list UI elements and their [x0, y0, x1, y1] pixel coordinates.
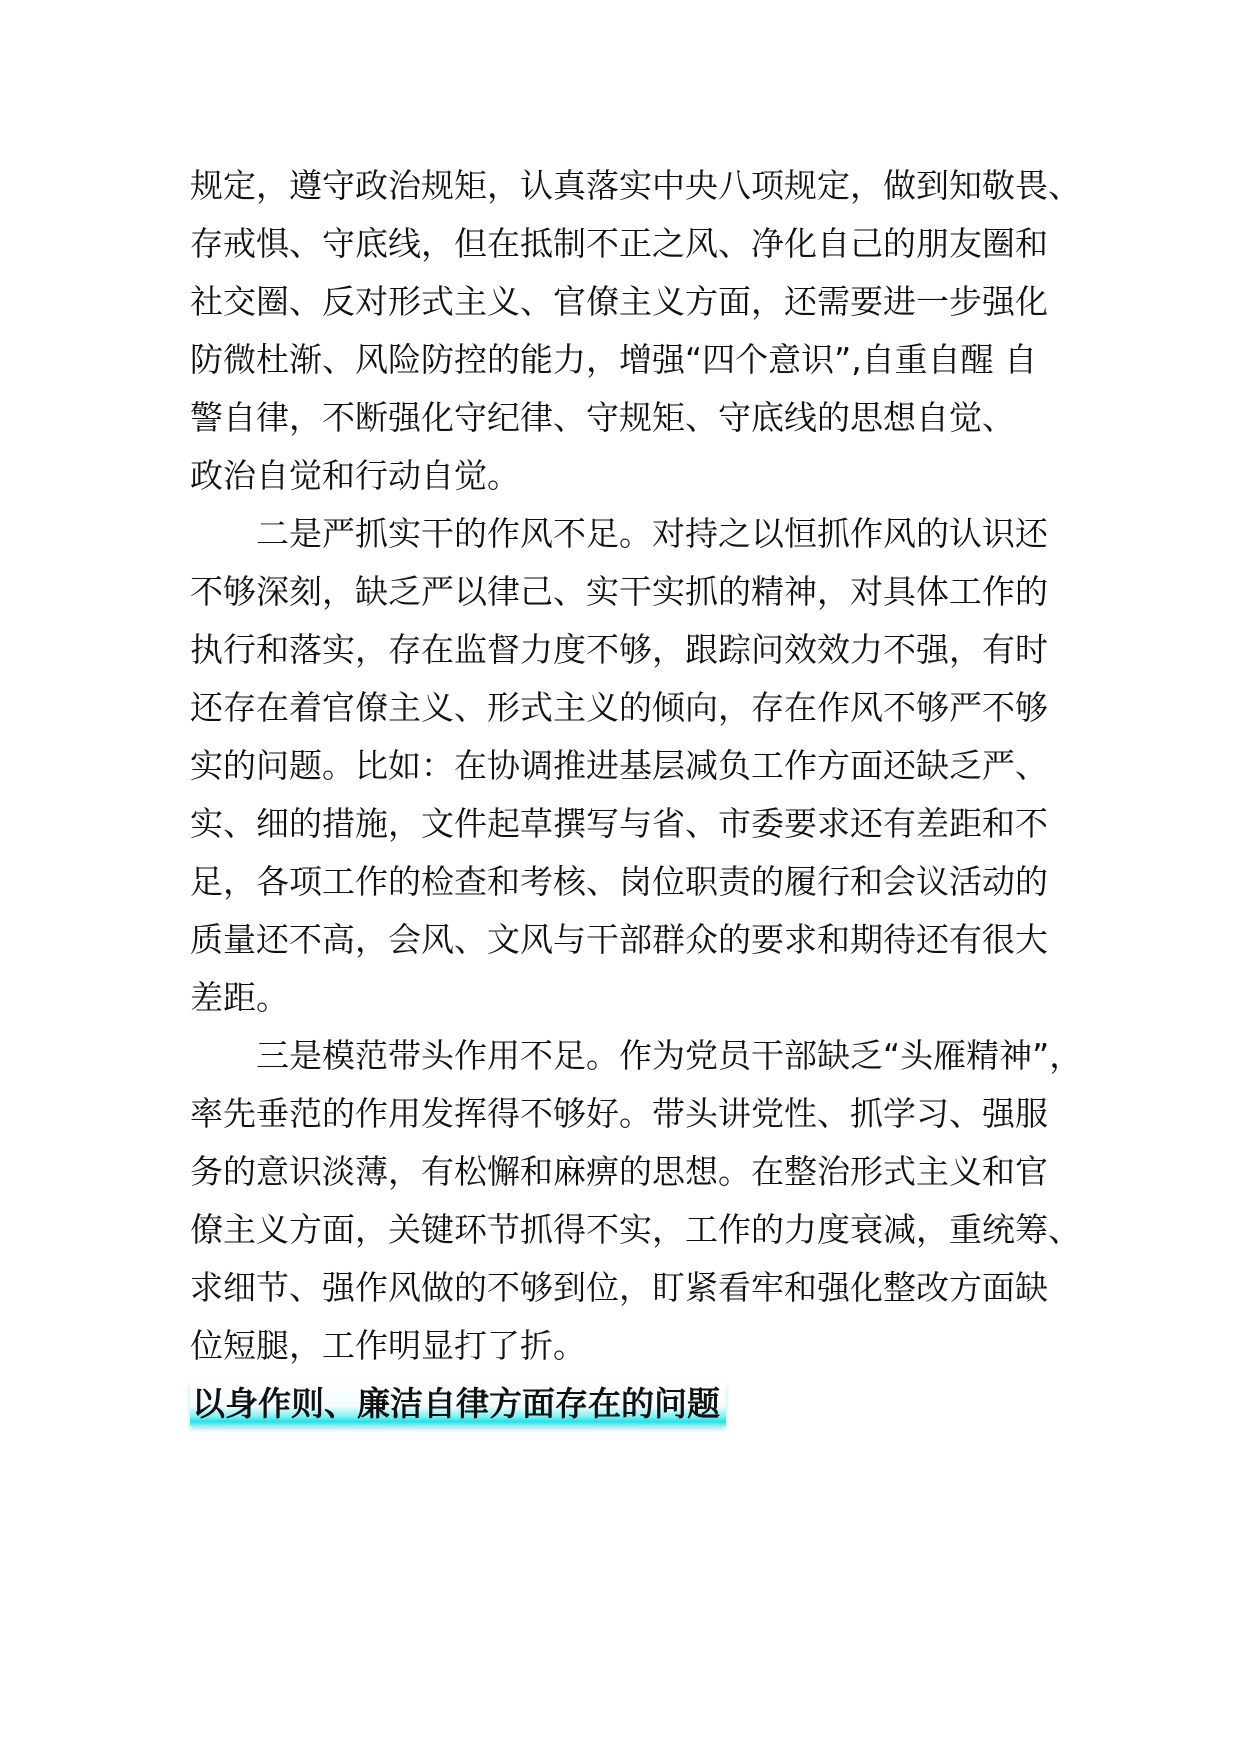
- text-line: 警自律，不断强化守纪律、守规矩、守底线的思想自觉、: [190, 398, 1015, 437]
- text-line: 差距。: [190, 978, 289, 1017]
- text-line: 实、细的措施，文件起草撰写与省、市委要求还有差距和不: [190, 804, 1048, 843]
- text-line: 规定，遵守政治规矩，认真落实中央八项规定，做到知敬畏、: [190, 166, 1081, 205]
- text-line: 求细节、强作风做的不够到位，盯紧看牢和强化整改方面缺: [190, 1268, 1048, 1307]
- text-line: 僚主义方面，关键环节抓得不实，工作的力度衰减，重统筹、: [190, 1210, 1081, 1249]
- text-line: 二是严抓实干的作风不足。对持之以恒抓作风的认识还: [190, 514, 1048, 553]
- text-line: 政治自觉和行动自觉。: [190, 456, 520, 495]
- text-line: 存戒惧、守底线，但在抵制不正之风、净化自己的朋友圈和: [190, 224, 1048, 263]
- text-line: 务的意识淡薄，有松懈和麻痹的思想。在整治形式主义和官: [190, 1152, 1048, 1191]
- paragraph-discipline: [190, 157, 1081, 505]
- section-heading: 以身作则、廉洁自律方面存在的问题: [190, 1382, 726, 1426]
- text-line: 实的问题。比如：在协调推进基层减负工作方面还缺乏严、: [190, 746, 1048, 785]
- text-line: 防微杜渐、风险防控的能力，增强“四个意识”,自重自醒 自: [190, 340, 1038, 379]
- text-line: 不够深刻，缺乏严以律己、实干实抓的精神，对具体工作的: [190, 572, 1048, 611]
- paragraph-work-style: [190, 505, 1060, 1027]
- section-heading-wrap: [190, 1375, 726, 1433]
- text-line: 位短腿，工作明显打了折。: [190, 1326, 586, 1365]
- text-line: 还存在着官僚主义、形式主义的倾向，存在作风不够严不够: [190, 688, 1048, 727]
- text-line: 率先垂范的作用发挥得不够好。带头讲党性、抓学习、强服: [190, 1094, 1048, 1133]
- text-line: 社交圈、反对形式主义、官僚主义方面，还需要进一步强化: [190, 282, 1048, 321]
- document-body: [190, 157, 1083, 1433]
- text-line: 三是模范带头作用不足。作为党员干部缺乏“头雁精神”，: [190, 1036, 1083, 1075]
- text-line: 执行和落实，存在监督力度不够，跟踪问效效力不强，有时: [190, 630, 1048, 669]
- text-line: 质量还不高，会风、文风与干部群众的要求和期待还有很大: [190, 920, 1048, 959]
- paragraph-leading-role: [190, 1027, 1083, 1375]
- text-line: 足，各项工作的检查和考核、岗位职责的履行和会议活动的: [190, 862, 1048, 901]
